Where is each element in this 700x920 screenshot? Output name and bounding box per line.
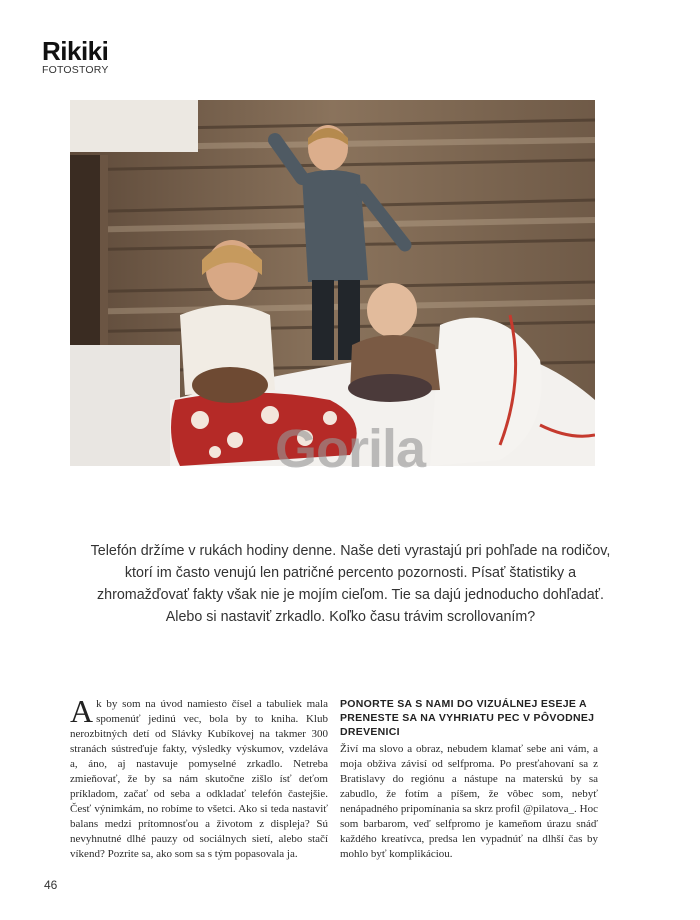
drop-cap: A [70, 693, 94, 729]
sidebar-column [340, 697, 598, 862]
brand-header [42, 38, 109, 76]
family-photo-icon [70, 100, 595, 466]
page-number: 46 [44, 878, 58, 892]
watermark-text: Gorila [274, 419, 426, 479]
brand-logo: Rikiki [42, 36, 109, 66]
sidebar-heading: PONORTE SA S NAMI DO VIZUÁLNEJ ESEJE A PRENESTE SA NA VYHRIATU PEC V PÔVODNEJ DREVENICI [340, 698, 595, 738]
lead-paragraph: Telefón držíme v rukách hodiny denne. Naše deti vyrastajú pri pohľade na rodičov, ktorí im často venujú len patričné percento pozornosti. Písať štatistiky a zhromažďovať fakty však nie je mojím cieľom. Tie sa dajú jednoducho dohľadať. Alebo si nastaviť zrkadlo. Koľko času trávim scrollovaním? [90, 543, 611, 625]
article-column [70, 693, 328, 862]
article-body: k by som na úvod namiesto čísel a tabuliek mala spomenúť jedinú vec, bola by to kniha. Klub nerozbitných detí od Slávky Kubíkovej na takmer 300 stranách sústreďuje fakty, výsledky výskumov, vzdeláva a, áno, aj nastavuje pomyselné zrkadlo. Netreba zmieňovať, že by sa nám skutočne zišlo ísť deťom príkladom, začať od seba a odkladať telefón častejšie. Česť výnimkám, no robíme to všetci. Ako si teda nastaviť balans medzi prítomnosťou a životom z displeja? Sú nevyhnutné dlhé pauzy od sociálnych sietí, alebo stačí víkend? Pozrite sa, ako som sa s tým popasovala ja. [70, 698, 328, 860]
sidebar-body: Živí ma slovo a obraz, nebudem klamať sebe ani vám, a moja obživa závisí od selfproma. Po presťahovaní sa z Bratislavy do regiónu a nástupe na materskú by sa zabudlo, že fotím a píšem, že vôbec som, nebyť nenápadného pripomínania sa skrz profil @pilatova_. Hoc som barbarom, veď selfpromo je kameňom úrazu snáď každého kreatívca, predsa len vypadnúť na dlhší čas by mohlo byť komplikáciou. [340, 743, 598, 860]
section-label: FOTOSTORY [42, 64, 109, 76]
